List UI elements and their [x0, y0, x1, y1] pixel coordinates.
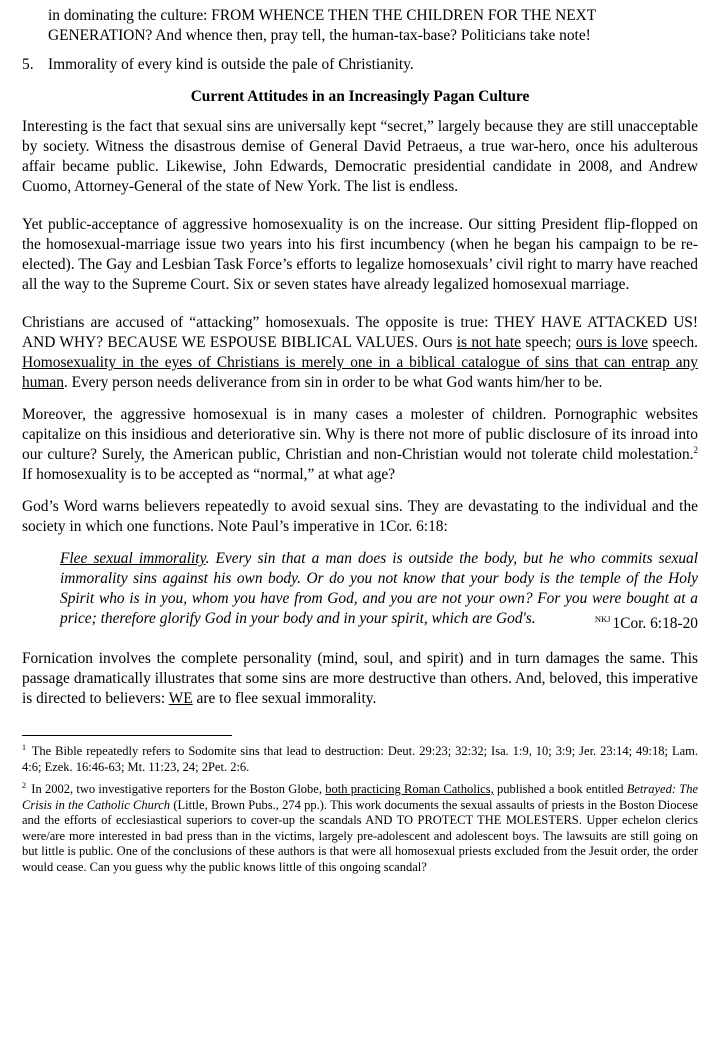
section-heading: Current Attitudes in an Increasingly Pagan Culture — [190, 88, 530, 105]
text-run: . Every person needs deliverance from sin in order to be what God wants him/her to be. — [63, 374, 603, 391]
underlined-phrase: Homosexuality in the eyes of Christians is merely one in a biblical catalogue of sins that can entrap any human — [22, 354, 698, 391]
footnote-marker: 2 — [693, 444, 698, 455]
footnote-text: In 2002, two investigative reporters for the Boston Globe, — [31, 782, 326, 796]
reference-text: 1Cor. 6:18-20 — [612, 615, 698, 633]
continuation-line-2: GENERATION? And whence then, pray tell, the human-tax-base? Politicians take note! — [48, 27, 591, 44]
text-run: speech; — [521, 334, 576, 351]
book-title: Betrayed: The Crisis in the Catholic Church — [22, 782, 699, 812]
footnote-1 — [22, 744, 698, 775]
text-run: speech. — [647, 334, 698, 351]
paragraph-3 — [22, 313, 698, 393]
continuation-text — [22, 6, 698, 46]
underlined-phrase: is not hate — [456, 334, 521, 351]
text-run: Christians are accused of “attacking” homosexuals. The opposite is true: THEY HAVE ATTACKED US! AND WHY? BECAUSE WE ESPOUSE BIBLICAL VALUES. Ours — [22, 314, 698, 351]
footnote-number: 2 — [22, 780, 26, 790]
underlined-phrase: ours is love — [575, 334, 648, 351]
footnote-number: 1 — [22, 742, 26, 752]
footnote-2 — [22, 782, 698, 875]
quote-underlined: Flee sexual immorality — [60, 550, 206, 567]
list-item-5 — [22, 55, 698, 75]
scripture-reference — [595, 609, 698, 634]
text-run: If homosexuality is to be accepted as “normal,” at what age? — [22, 466, 396, 483]
quote-text — [60, 549, 698, 633]
paragraph-2: Yet public-acceptance of aggressive homosexuality is on the increase. Our sitting President flip-flopped on the homosexual-marriage issue two years into his first incumbency (when he began his campaign to be re-elected). The Gay and Lesbian Task Force’s efforts to legalize homosexuals’ civil right to marry have reached all the way to the Supreme Court. Six or seven states have already legalized homosexual marriage. — [22, 216, 698, 293]
continuation-line-1: in dominating the culture: FROM WHENCE THEN THE CHILDREN FOR THE NEXT — [48, 7, 597, 24]
underlined-phrase: WE — [168, 690, 193, 707]
underlined-phrase: both practicing Roman Catholics, — [325, 782, 494, 796]
footnote-text: The Bible repeatedly refers to Sodomite sins that lead to destruction: Deut. 29:23; 32:32; Isa. 1:9, 10; 3:9; Jer. 23:14; 49:18; Lam. 4:6; Ezek. 16:46-63; Mt. 11:23, 24; 2Pet. 2:6. — [22, 744, 698, 774]
text-run: are to flee sexual immorality. — [192, 690, 377, 707]
paragraph-4 — [22, 405, 698, 485]
list-text: Immorality of every kind is outside the pale of Christianity. — [48, 56, 414, 73]
footnote-divider — [22, 735, 232, 736]
footnote-text: published a book entitled — [493, 782, 627, 796]
version-marker: NKJ — [594, 614, 611, 624]
footnote-text: (Little, Brown Pubs., 274 pp.). This work documents the sexual assaults of priests in the Boston Diocese and the efforts of ecclesiastical superiors to cover-up the scandals AND TO PROTECT THE MOLESTERS. Upper echelon clerics were/are more interested in bad press than in the victims, largely pre-adolescent and adolescent boys. The lawsuits are still going on but little is public. One of the conclusions of these authors is that were all homosexual priests excluded from the Jesuit order, the order would cease. Can you guess why the public knows little of this ongoing scandal? — [22, 797, 698, 874]
list-number: 5. — [22, 56, 34, 73]
paragraph-1: Interesting is the fact that sexual sins are universally kept “secret,” largely because they are still unacceptable by society. Witness the disastrous demise of General David Petraeus, a true war-hero, once his adulterous affair became public. Likewise, John Edwards, Democratic presidential candidate in 2008, and Andrew Cuomo, Attorney-General of the state of New York. The list is endless. — [22, 118, 698, 195]
text-run: . Every sin that a man does is outside the body, but he who commits sexual immorality sins against his own body. Or do you not know that your body is the temple of the Holy Spirit who is in you, whom you have from God, and you are not your own? For you were bought at a price; therefore glorify God in your body and in your spirit, which are God's. — [60, 550, 698, 627]
text-run: Fornication involves the complete personality (mind, soul, and spirit) and in turn damages the same. This passage dramatically illustrates that some sins are more destructive than others. And, beloved, this imperative is directed to believers: — [22, 650, 698, 707]
scripture-quote — [60, 549, 698, 633]
text-run: Moreover, the aggressive homosexual is in many cases a molester of children. Pornographic websites capitalize on this insidious and deteriorative sin. Why is there not more of public disclosure of its inroad into our culture? Surely, the American public, Christian and non-Christian would not tolerate child molestation. — [22, 406, 698, 463]
paragraph-6 — [22, 649, 698, 709]
paragraph-5: God’s Word warns believers repeatedly to avoid sexual sins. They are devastating to the individual and the society in which one functions. Note Paul’s imperative in 1Cor. 6:18: — [22, 498, 698, 535]
